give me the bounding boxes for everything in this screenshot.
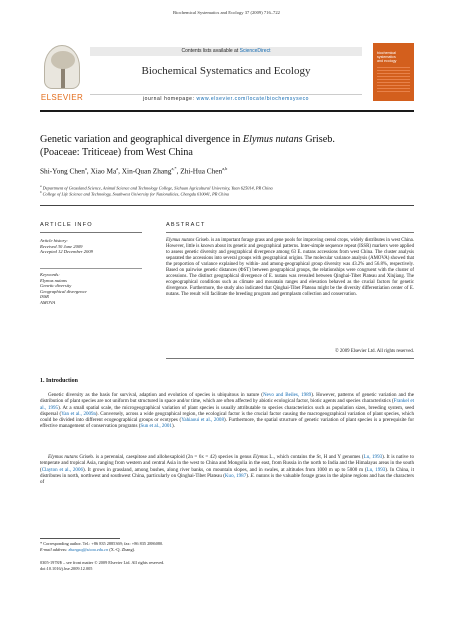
copyright-notice: © 2009 Elsevier Ltd. All rights reserved. [334, 349, 414, 354]
citation-link[interactable]: Nevo and Beiles, 1989 [262, 392, 312, 398]
citation-link[interactable]: Yahiaoui et al., 2008 [181, 417, 224, 423]
header-rule [40, 110, 414, 112]
keyword: AMOVA [40, 299, 56, 305]
body-text: Genetic diversity as the basis for survival, adaption and evolution of species is ubiquitous in nature ( [48, 392, 263, 398]
affiliation-sup: a [40, 184, 42, 188]
intro-paragraph-1 [40, 392, 414, 430]
running-head: Biochemical Systematics and Ecology 37 (2009) 716–722 [173, 10, 280, 15]
citation-link[interactable]: Lu, 1993 [363, 454, 383, 460]
body-text: ). It grows in grassland, among bushes, along river banks, on mountain slopes, and in swales, at altitudes from 1000 m up to 5000 m ( [83, 466, 367, 473]
cover-text-2: systematics [377, 55, 396, 60]
intro-paragraph-2 [40, 454, 414, 485]
body-text: ). In China, it distributes in north, northwest and southwest China, particularly on Qinghai-Tibet Plateau ( [40, 466, 414, 479]
title-text-2: Griseb. [302, 134, 335, 145]
body-text: Griseb. is a perennial, caespitose and allohexaploid (2n = 6x = 42) species in genus [77, 454, 254, 460]
footnote-rule [40, 538, 120, 539]
abstract-body: Griseb. is an important forage grass and gene pools for improving cereal crops, widely distributes in west China. However, little is known about its genetic and geographical patterns. Inter-simple sequence repeat (ISSR) markers were applied to assess genetic diversity and geographical divergence among 63 E. nutans accessions from west China. The cluster analysis separated the accessions into several groups with geographical origins. The molecular variance analysis (AMOVA) showed that the proportion of variance explained by within- and among-geographical group diversity was 43.2% and 56.8%, respectively. Based on pairwise genetic distances (ΦST) between geographical groups, the relationships were congruent with the cluster of accessions. The distinct geographical divergence of E. nutans was revealed between Qinghai-Tibet Plateau and Xinjiang. The ecogeographical conditions such as climate and mountain ranges and elevation behaved as the crucial factors for genetic divergence. Furthermore, the study also indicated that Qinghai-Tibet Plateau might be the diversity differentiation center of E. nutans. The result will facilitate the breeding program and germplasm collection and conservation. [166, 238, 414, 298]
citation-link[interactable]: Clayton et al., 2006 [41, 466, 83, 473]
keyword: Genetic diversity [40, 283, 72, 289]
author-sup: a,* [171, 166, 177, 171]
abstract-heading: ABSTRACT [166, 222, 206, 228]
author-sup: a,b [222, 166, 228, 171]
title-line-2: (Poaceae: Triticeae) from West China [40, 146, 193, 158]
citation-link[interactable]: Frankel et al., 1995 [40, 398, 414, 411]
citation-link[interactable]: Sun et al., 2001 [140, 423, 172, 430]
homepage-bar [90, 94, 362, 103]
author-list: Shi-Yong Chen$^a$, Xiao Ma$^a$, Xin-Quan Zhang$^{a,*}$, Zhi-Hua Chen$^{a,b}$ [40, 166, 228, 176]
issn-line: 0305-1978/$ – see front matter © 2009 Elsevier Ltd. All rights reserved. [40, 560, 165, 565]
genus-name: Elymus [253, 454, 268, 460]
keyword: Elymus nutans [40, 277, 67, 283]
citation-link[interactable]: Kuo, 1987 [224, 472, 247, 479]
elsevier-logo[interactable] [40, 43, 84, 104]
author-sup: a [116, 166, 119, 171]
journal-banner [90, 43, 362, 104]
masthead [40, 43, 414, 104]
email-suffix: (X.-Q. Zhang). [108, 547, 136, 552]
body-text: ). [246, 472, 251, 479]
keyword: Geographical divergence [40, 288, 87, 294]
cover-text-3: and ecology [377, 59, 397, 64]
author-name[interactable]: Shi-Yong Chen [40, 166, 85, 176]
sciencedirect-link[interactable]: ScienceDirect [239, 48, 271, 54]
author-sup: a [84, 166, 87, 171]
keyword: ISSR [40, 294, 49, 300]
body-text: ). [171, 423, 175, 430]
title-species: Elymus nutans [242, 134, 303, 145]
author-name[interactable]: Xiao Ma [90, 166, 117, 176]
received-date: Received 30 June 2009 [40, 243, 83, 249]
email-label: E-mail address: [40, 547, 69, 552]
title-text: Genetic variation and geographical divergence in [40, 134, 243, 145]
email-line [40, 547, 414, 552]
body-text: L., which contains the St, H and Y genomes ( [267, 454, 364, 460]
citation-link[interactable]: Lu, 1993 [366, 466, 386, 473]
species-name: E. nutans [250, 472, 270, 479]
contents-bar [90, 47, 362, 56]
body-text: ). It is native to temperate and tropical Asia, ranging from western and central Asia in the west to China and Mongolia in the east, from Russia in the north to India and the Himalayas areas in the south ( [40, 454, 414, 473]
keywords-block [40, 268, 142, 306]
citation-link[interactable]: Yan et al., 2009a [61, 410, 96, 417]
abstract-text [166, 238, 414, 298]
article-info-heading: ARTICLE INFO [40, 222, 93, 228]
article-title [40, 134, 414, 159]
article-history [40, 238, 142, 255]
corresponding-author-note: * Corresponding author. Tel.: +86 835 2885369; fax: +86 835 2886080. [40, 541, 164, 546]
affiliation-text: College of Life Science and Technology, Southwest University for Nationalities, Chengdu 610041, PR China [42, 191, 229, 197]
abstract-rule [166, 358, 414, 359]
affiliation-sup: b [40, 190, 42, 194]
abstract-species: Elymus nutans [166, 238, 195, 243]
keywords-label: Keywords: [40, 272, 60, 277]
cover-text-1: biochemical [377, 51, 396, 55]
email-link[interactable]: zhangxq@sicau.edu.cn [68, 547, 109, 552]
homepage-link[interactable]: www.elsevier.com/locate/biochemsyseco [196, 96, 310, 102]
author-name[interactable]: Xin-Quan Zhang [121, 166, 172, 176]
body-text: is the valuable forage grass in the alpine regions and has the characters of [40, 472, 414, 485]
body-text: ). However, patterns of genetic variation and the distribution of plant species are not uniform but structured in space and/or time, which are often affected by abiotic ecological factor, biotic agents and species characteristics ( [40, 392, 414, 405]
affiliation-rule [40, 205, 414, 206]
affiliation-b [40, 190, 414, 197]
journal-title[interactable]: Biochemical Systematics and Ecology [141, 65, 311, 77]
body-text: ). Furthermore, the spatial structure of genetic variation of plant species is a prerequisite for effective management of conservation programs ( [40, 417, 414, 430]
species-name: Elymus nutans [48, 454, 78, 460]
body-text: ). Conversely, across a wide geographical region, the ecological factor is the crucial factor causing the macrogeographical variation of plant species, which could be divided into different ecogeographical groups or ecotypes ( [40, 410, 414, 423]
contents-prefix: Contents lists available at [181, 48, 240, 54]
article-info-rule [40, 232, 142, 233]
cover-pattern [377, 67, 410, 93]
abstract-heading-rule [166, 232, 414, 233]
journal-cover[interactable] [373, 43, 414, 101]
affiliation-text: Department of Grassland Science, Animal Science and Technology College, Sichuan Agricultural University, Yaan 625014, PR China [42, 185, 273, 191]
doi-line[interactable]: doi:10.1016/j.bse.2009.12.005 [40, 566, 93, 571]
author-name[interactable]: Zhi-Hua Chen [180, 166, 223, 176]
publisher-name: ELSEVIER [40, 93, 84, 102]
section-heading: 1. Introduction [40, 378, 78, 384]
tree-logo-icon [44, 45, 80, 89]
accepted-date: Accepted 12 December 2009 [40, 249, 93, 255]
body-text: ). At a small spatial scale, the microgeographical variation of plant species is usually attributable to species characteristics such as population sizes, breeding system, seed dispersal ( [40, 404, 414, 417]
homepage-prefix: journal homepage: [142, 96, 197, 102]
history-label: Article history: [40, 238, 68, 243]
